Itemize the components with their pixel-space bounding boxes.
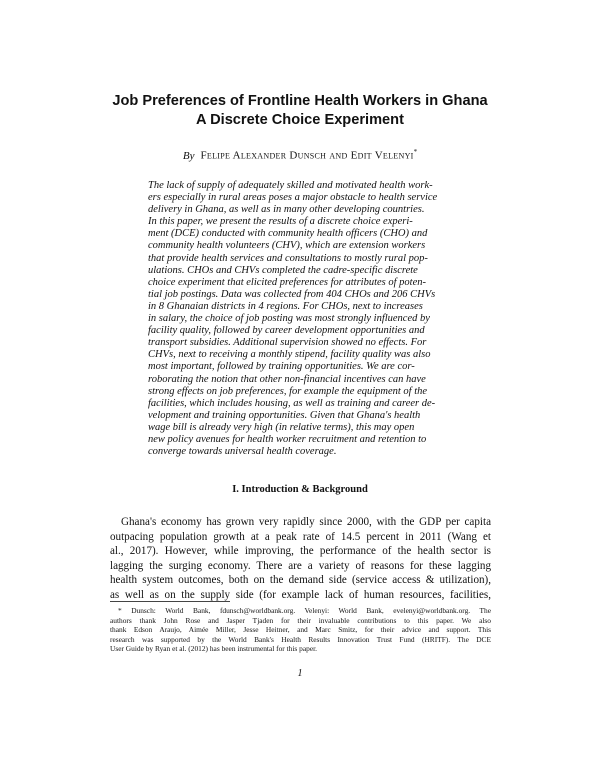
- abstract-line: community health volunteers (CHV), which are extension workers: [148, 240, 426, 252]
- abstract-line: tial job postings. Data was collected from 404 CHOs and 206 CHVs: [148, 288, 436, 300]
- footnote-line: authors thank John Rose and Jasper Tjaden for their invaluable contributions to this paper. We also: [110, 615, 491, 625]
- body-line: lagging the surging economy. There are a variety of reasons for these lagging: [110, 559, 491, 572]
- abstract-line: wage bill is already very high (in relative terms), this may open: [148, 421, 415, 433]
- abstract: [148, 180, 453, 458]
- abstract-line: new policy avenues for health worker recruitment and retention to: [148, 433, 427, 445]
- author-names: Felipe Alexander Dunsch and Edit Velenyi: [200, 149, 414, 162]
- author-line: [60, 148, 540, 162]
- abstract-line: strong effects on job preferences, for example the equipment of the: [148, 385, 428, 397]
- abstract-line: ulations. CHOs and CHVs completed the cadre-specific discrete: [148, 264, 418, 276]
- body-line: as well as on the supply side (for example lack of human resources, facilities,: [110, 588, 491, 601]
- abstract-line: roborating the notion that other non-financial incentives can have: [148, 373, 426, 385]
- author-footnote-marker[interactable]: *: [413, 148, 418, 156]
- title-line-1: Job Preferences of Frontline Health Workers in Ghana: [112, 93, 488, 109]
- section-heading: I. Introduction & Background: [232, 484, 368, 495]
- title-line-2: A Discrete Choice Experiment: [196, 112, 404, 128]
- abstract-line: that provide health services and consultations to mostly rural pop-: [148, 252, 428, 264]
- abstract-line: ers especially in rural areas poses a major obstacle to health service: [148, 192, 438, 204]
- abstract-line: transport subsidies. Additional supervision showed no effects. For: [148, 337, 427, 349]
- footnote-rule: [110, 601, 230, 602]
- abstract-line: delivery in Ghana, as well as in many other developing countries.: [148, 204, 425, 216]
- abstract-line: in 8 Ghanaian districts in 4 regions. For CHOs, next to increases: [148, 300, 423, 312]
- abstract-line: CHVs, next to receiving a monthly stipend, facility quality was also: [148, 349, 431, 361]
- abstract-line: in salary, the choice of job posting was most strongly influenced by: [148, 313, 430, 325]
- abstract-line: The lack of supply of adequately skilled and motivated health work-: [148, 180, 433, 191]
- body-paragraph: [110, 515, 491, 603]
- author-by: By: [182, 149, 195, 162]
- footnote-line: * Dunsch: World Bank, fdunsch@worldbank.org. Velenyi: World Bank, evelenyi@worldbank.org. The: [118, 606, 491, 615]
- abstract-line: ment (DCE) conducted with community health officers (CHO) and: [148, 228, 428, 240]
- footnote-line: thank Edson Araujo, Aimée Miller, Jesse Heitner, and Marc Smitz, for their advice and support. This: [110, 625, 491, 635]
- body-line: Ghana's economy has grown very rapidly since 2000, with the GDP per capita: [121, 516, 491, 528]
- abstract-line: converge towards universal health coverage.: [148, 446, 337, 458]
- page-number: 1: [297, 668, 303, 679]
- footnote: [110, 606, 491, 654]
- abstract-line: In this paper, we present the results of a discrete choice experi-: [148, 216, 413, 228]
- footnote-line: User Guide by Ryan et al. (2012) has been instrumental for this paper.: [110, 644, 317, 654]
- abstract-line: choice experiment that elicited preferences for attributes of poten-: [148, 276, 426, 288]
- abstract-line: velopment and training opportunities. Given that Ghana's health: [148, 409, 421, 421]
- abstract-line: facilities, which includes housing, as well as training and career de-: [148, 397, 436, 409]
- abstract-line: most important, followed by training opportunities. We are cor-: [148, 361, 415, 373]
- footnote-line: research was supported by the World Bank's Health Results Innovation Trust Fund (HRITF). The DCE: [110, 634, 491, 644]
- body-line: health system outcomes, both on the demand side (service access & utilization),: [110, 574, 491, 587]
- body-line: outpacing population growth at a peak rate of 14.5 percent in 2011 (Wang et: [110, 530, 491, 543]
- paper-title: [60, 92, 540, 130]
- abstract-line: facility quality, followed by career development opportunities and: [148, 325, 425, 337]
- body-line: al., 2017). However, while improving, the performance of the health sector is: [110, 545, 491, 558]
